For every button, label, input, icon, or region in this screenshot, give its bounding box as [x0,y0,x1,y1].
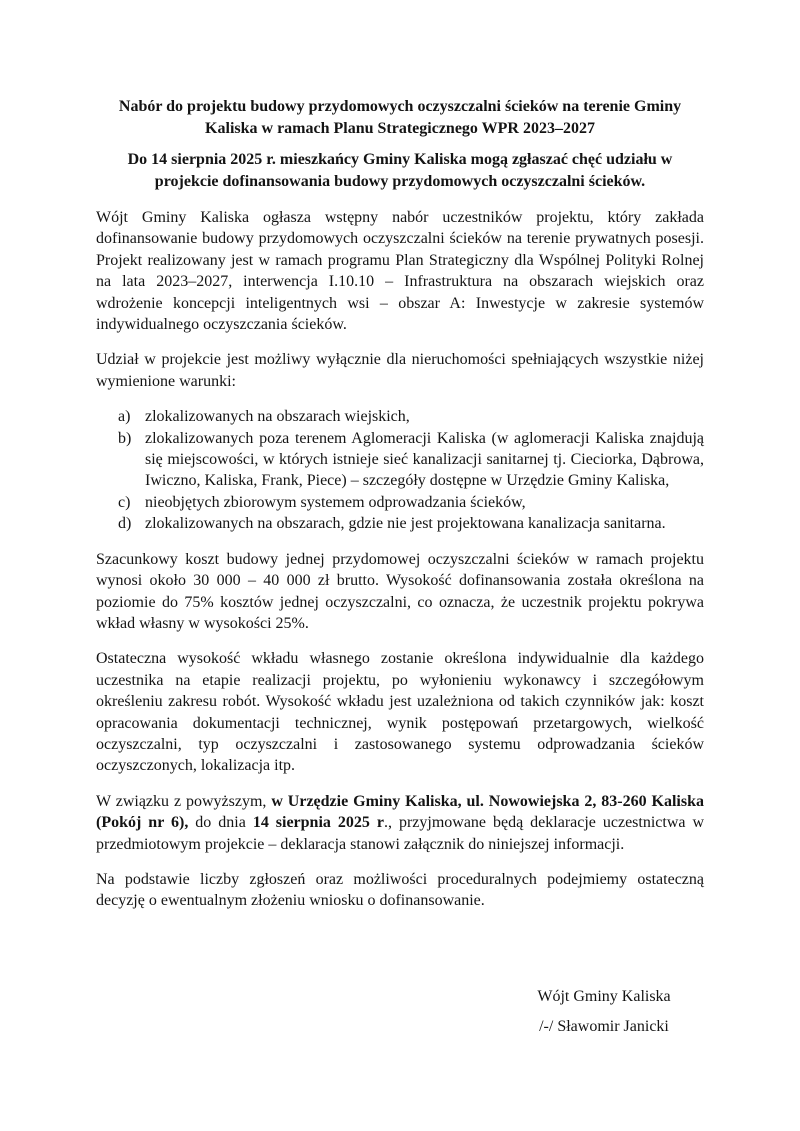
list-item-marker: c) [118,493,131,511]
list-item [96,492,704,513]
list-item-marker: d) [118,515,132,533]
paragraph-own-contribution: Ostateczna wysokość wkładu własnego zostanie określona indywidualnie dla każdego uczestnika na etapie realizacji projektu, po wyłonieniu wykonawcy i szczegółowym określeniu zakresu robót. Wysokość wkładu jest uzależniona od takich czynników jak: koszt opracowania dokumentacji technicznej, wynik postępowań przetargowych, wielkość oczyszczalni, typ oczyszczalni i zastosowanego systemu odprowadzania ścieków oczyszczonych, lokalizacja itp. [96,650,704,775]
paragraph-cost: Szacunkowy koszt budowy jednej przydomowej oczyszczalni ścieków w ramach projektu wynosi około 30 000 – 40 000 zł brutto. Wysokość dofinansowania została określona na poziomie do 75% kosztów jednej oczyszczalni, co oznacza, że uczestnik projektu pokrywa wkład własny w wysokości 25%. [96,550,704,632]
document-subtitle-line-1: Do 14 sierpnia 2025 r. mieszkańcy Gminy Kaliska mogą zgłaszać chęć udziału w [127,151,673,168]
declaration-text-middle: do dnia [188,814,253,832]
conditions-list [96,406,704,534]
list-item-text: zlokalizowanych na obszarach wiejskich, [145,408,410,426]
list-item-text: zlokalizowanych poza terenem Aglomeracji Kaliska (w aglomeracji Kaliska znajdują się miejscowości, w których istnieje sieć kanalizacji sanitarnej tj. Cieciorka, Dąbrowa, Iwiczno, Kaliska, Frank, Piece) – szczegóły dostępne w Urzędzie Gminy Kaliska, [145,429,704,490]
list-item-marker: b) [118,429,132,447]
declaration-text-end: ., przyjmowane będą deklaracje uczestnictwa w przedmiotowym projekcie – deklaracja stanowi załącznik do niniejszej informacji. [96,814,705,853]
declaration-date-bold: 14 sierpnia 2025 r [252,814,384,832]
declaration-text-start: W związku z powyższym, [96,792,272,810]
document-title-line-2: Kaliska w ramach Planu Strategicznego WPR 2023–2027 [205,120,595,137]
list-item-marker: a) [118,408,131,426]
document-subtitle-line-2: projekcie dofinansowania budowy przydomowych oczyszczalni ścieków. [154,173,646,190]
declaration-address-bold: w Urzędzie Gminy Kaliska, ul. Nowowiejska 2, 83-260 Kaliska (Pokój nr 6), [96,792,704,832]
list-item [96,428,704,492]
paragraph-declaration [96,791,704,855]
paragraph-intro: Wójt Gminy Kaliska ogłasza wstępny nabór uczestników projektu, który zakłada dofinansowanie budowy przydomowych oczyszczalni ścieków na terenie prywatnych posesji. Projekt realizowany jest w ramach programu Plan Strategiczny dla Wspólnej Polityki Rolnej na lata 2023–2027, interwencja I.10.10 – Infrastruktura na obszarach wiejskich oraz wdrożenie koncepcji inteligentnych wsi – obszar A: Inwestycje w zakresie systemów indywidualnego oczyszczania ścieków. [96,209,704,334]
list-item-text: zlokalizowanych na obszarach, gdzie nie jest projektowana kanalizacja sanitarna. [145,515,666,533]
document-title-line-1: Nabór do projektu budowy przydomowych oczyszczalni ścieków na terenie Gminy [118,98,682,115]
document-title [96,96,704,140]
paragraph-closing: Na podstawie liczby zgłoszeń oraz możliwości proceduralnych podejmiemy ostateczną decyzję o ewentualnym złożeniu wniosku o dofinansowanie. [96,870,704,910]
list-item [96,513,704,534]
list-item [96,406,704,427]
list-item-text: nieobjętych zbiorowym systemem odprowadzania ścieków, [145,493,526,511]
document-subtitle [96,149,704,193]
signature-role: Wójt Gminy Kaliska [537,987,671,1005]
paragraph-conditions-intro: Udział w projekcie jest możliwy wyłącznie dla nieruchomości spełniających wszystkie niżej wymienione warunki: [96,351,704,390]
signature-name: /-/ Sławomir Janicki [539,1018,669,1036]
signature-block [504,986,704,1038]
